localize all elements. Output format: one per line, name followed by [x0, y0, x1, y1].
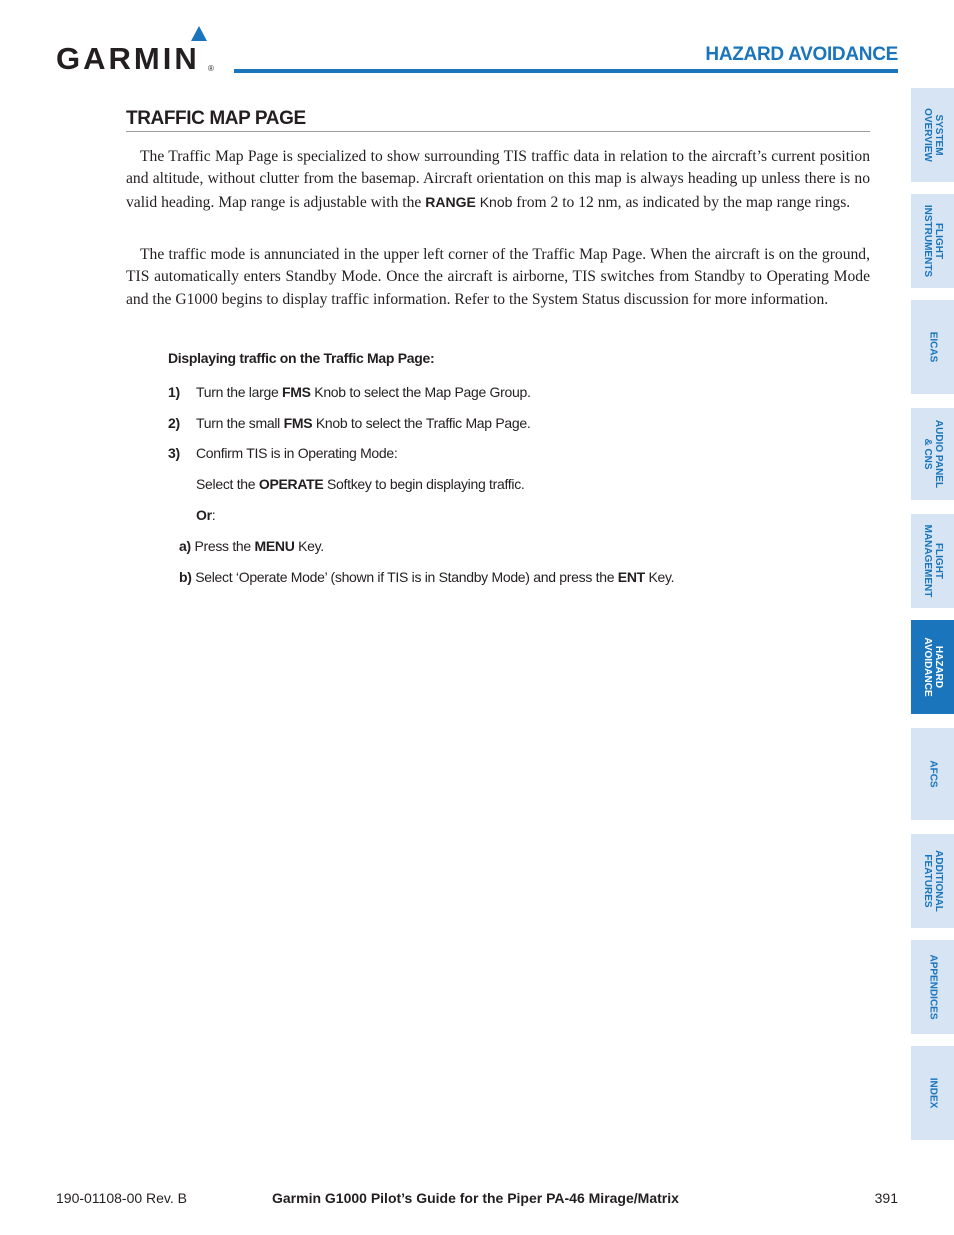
step-text: Knob to select the Map Page Group.	[310, 384, 531, 400]
tab-afcs[interactable]	[911, 728, 954, 820]
tab-eicas[interactable]	[911, 300, 954, 394]
para1-text: The Traffic Map Page is specialized to show surrounding TIS traffic data in relation to the aircraft’s current position and altitude, without clutter from the basemap. Aircraft orientation on this map is always heading up unless there is no valid heading. Map range is adjustable with the	[126, 148, 870, 211]
tab-label: SYSTEM OVERVIEW	[921, 108, 944, 162]
procedure-step-1	[168, 384, 531, 400]
procedure-heading: Displaying traffic on the Traffic Map Page:	[168, 350, 435, 366]
knob-word: Knob	[475, 193, 513, 210]
garmin-triangle-icon	[191, 26, 207, 41]
intro-paragraph	[126, 146, 870, 214]
tab-index[interactable]	[911, 1046, 954, 1140]
procedure-or	[196, 507, 215, 523]
tab-label: AFCS	[927, 760, 938, 788]
step-keyword: OPERATE	[258, 476, 324, 492]
procedure-substep-a	[179, 538, 324, 554]
step-text: Key.	[644, 569, 675, 585]
step-keyword: FMS	[283, 415, 313, 431]
or-keyword: Or	[196, 507, 212, 523]
tab-flight-management[interactable]	[911, 514, 954, 608]
tab-audio-panel-cns[interactable]	[911, 408, 954, 500]
step-letter: a)	[179, 538, 191, 554]
step-keyword: ENT	[617, 569, 645, 585]
tab-system-overview[interactable]	[911, 88, 954, 182]
step-number: 3)	[168, 445, 180, 461]
step-text: Knob to select the Traffic Map Page.	[312, 415, 531, 431]
tab-label: ADDITIONAL FEATURES	[921, 850, 944, 912]
tab-label: FLIGHT INSTRUMENTS	[921, 204, 944, 278]
step-number: 1)	[168, 384, 180, 400]
step-keyword: MENU	[254, 538, 295, 554]
step-text: Select ‘Operate Mode’ (shown if TIS is in Standby Mode) and press the	[191, 569, 618, 585]
page-title: TRAFFIC MAP PAGE	[126, 108, 306, 129]
para1-text-end: from 2 to 12 nm, as indicated by the map range rings.	[512, 193, 851, 211]
footer-title: Garmin G1000 Pilot’s Guide for the Piper PA-46 Mirage/Matrix	[272, 1190, 679, 1206]
footer-doc-number: 190-01108-00 Rev. B	[56, 1190, 188, 1206]
step-text: Key.	[294, 538, 324, 554]
garmin-logo-text: GARMIN	[56, 41, 200, 76]
step-text: Select the	[196, 476, 259, 492]
header-rule	[234, 69, 898, 73]
tab-label: APPENDICES	[927, 954, 938, 1020]
step-text: Turn the large	[196, 384, 283, 400]
tab-hazard-avoidance[interactable]	[911, 620, 954, 714]
section-header: HAZARD AVOIDANCE	[705, 44, 898, 65]
step-keyword: FMS	[282, 384, 311, 400]
tab-label: AUDIO PANEL & CNS	[921, 419, 944, 489]
procedure-step-2	[168, 415, 530, 431]
step-letter: b)	[179, 569, 192, 585]
step-text: Confirm TIS is in Operating Mode:	[196, 445, 398, 461]
tab-flight-instruments[interactable]	[911, 194, 954, 288]
tab-label: INDEX	[927, 1077, 938, 1109]
tab-additional-features[interactable]	[911, 834, 954, 928]
procedure-substep-b	[179, 569, 674, 585]
procedure-step-3	[168, 445, 397, 461]
tab-label: HAZARD AVOIDANCE	[921, 637, 944, 697]
step-text: Turn the small	[196, 415, 284, 431]
step-text: Press the	[190, 538, 255, 554]
traffic-mode-paragraph: The traffic mode is annunciated in the upper left corner of the Traffic Map Page. When the aircraft is on the ground, TIS automatically enters Standby Mode. Once the aircraft is airborne, TIS switches from Standby to Operating Mode and the G1000 begins to display traffic information. Refer to the System Status discussion for more information.	[126, 246, 870, 308]
procedure-substep-operate	[196, 476, 525, 492]
title-divider	[126, 131, 870, 132]
step-text: Softkey to begin displaying traffic.	[323, 476, 525, 492]
or-colon: :	[211, 507, 216, 523]
footer-page-number: 391	[874, 1190, 898, 1206]
step-number: 2)	[168, 415, 180, 431]
tab-label: EICAS	[927, 331, 938, 363]
tab-label: FLIGHT MANAGEMENT	[921, 524, 944, 598]
range-knob-label: RANGE	[425, 193, 476, 210]
garmin-logo	[56, 26, 218, 76]
registered-mark: ®	[208, 64, 214, 73]
tab-appendices[interactable]	[911, 940, 954, 1034]
